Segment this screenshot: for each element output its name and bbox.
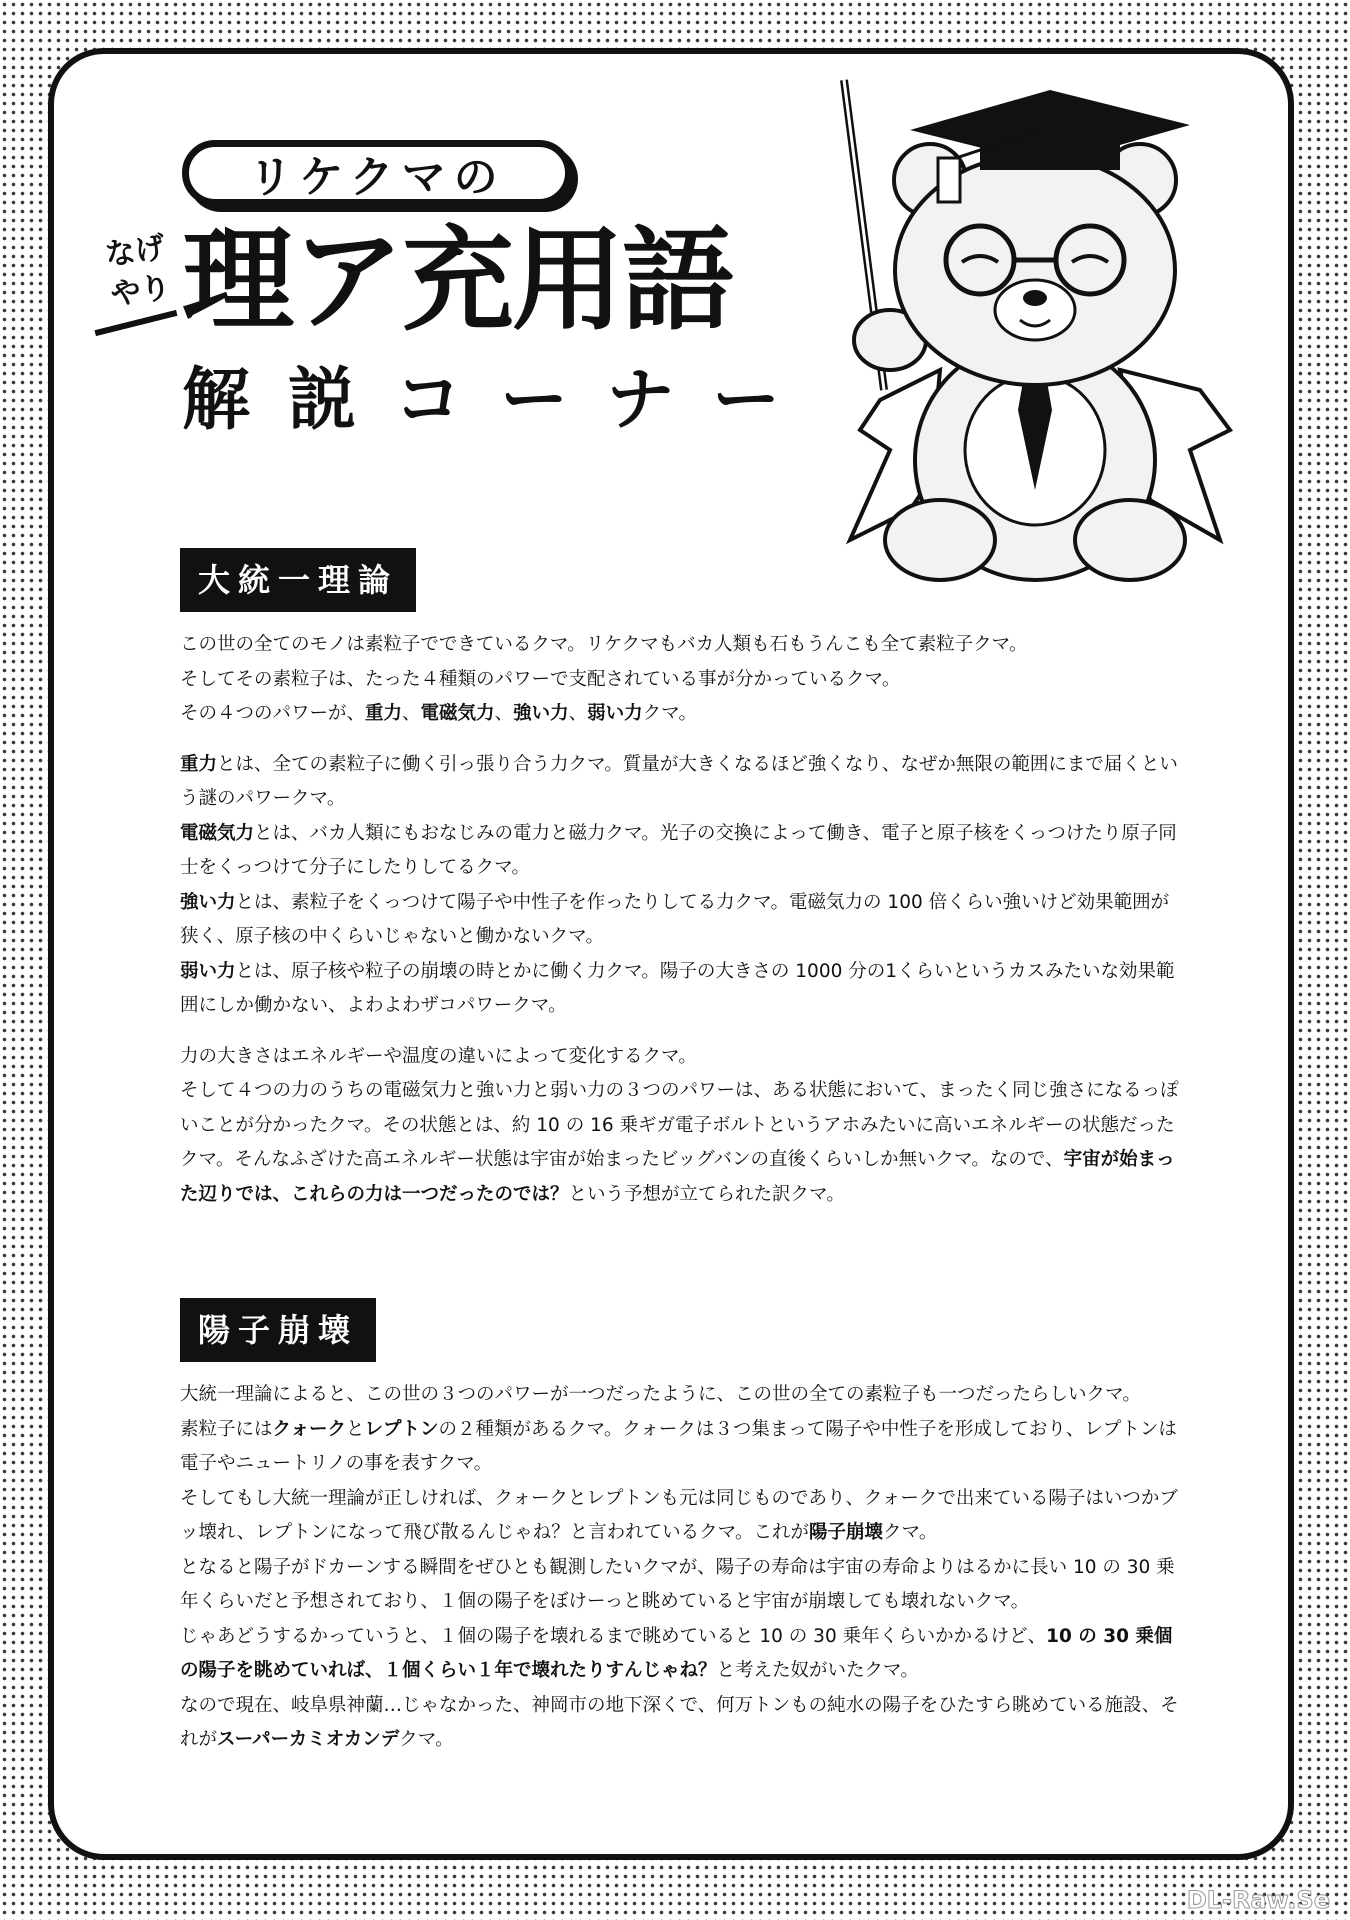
text-run: という予想が立てられた訳クマ。 — [568, 1183, 845, 1205]
text-run: そして４つの力のうちの電磁気力と強い力と弱い力の３つのパワーは、ある状態において、まったく同じ強さになるっぽいことが分かったクマ。その状態とは、約 10 の 16 乗ギガ電子ボルトというアホみたいに高いエネルギーの状態だったクマ。そんなふざけた高エネルギー状態は宇宙が始まったビッグバンの直後くらいしか無いクマ。なので、 — [180, 1080, 1179, 1170]
bold-term: 10 の 30 乗個の陽子を眺めていれば、１個くらい１年で壊れたりすんじゃね？ — [180, 1625, 1173, 1681]
title-sub: 解説コーナー — [182, 361, 819, 440]
text-run: じゃあどうするかっていうと、１個の陽子を壊れるまで眺めていると 10 の 30 乗年くらいかかるけど、 — [180, 1625, 1047, 1647]
paragraph — [180, 1413, 1180, 1482]
title-side-top: なげ — [103, 230, 168, 274]
bold-term: 重力 — [180, 753, 218, 775]
bold-term: 宇宙が始まった辺りでは、これらの力は一つだったのでは？ — [180, 1149, 1175, 1205]
text-run: 力の大きさはエネルギーや温度の違いによって変化するクマ。 — [180, 1045, 697, 1067]
paragraph — [180, 628, 1180, 663]
text-run: 大統一理論によると、この世の３つのパワーが一つだったように、この世の全ての素粒子も一つだったらしいクマ。 — [180, 1384, 1141, 1405]
paragraph — [180, 1482, 1180, 1551]
text-run: その４つのパワーが、 — [180, 703, 366, 724]
paragraph — [180, 697, 1180, 732]
professor-bear-illustration — [820, 70, 1250, 590]
paragraph — [180, 1689, 1180, 1758]
text-run: クマ。 — [642, 703, 698, 724]
title-pill: リケクマの — [182, 140, 572, 206]
text-run: クマ。 — [399, 1729, 454, 1750]
bold-term: クォーク — [272, 1418, 346, 1440]
text-run: とは、素粒子をくっつけて陽子や中性子を作ったりしてる力クマ。電磁気力の 100 倍くらい強いけど効果範囲が狭く、原子核の中くらいじゃないと働かないクマ。 — [180, 891, 1170, 947]
bold-term: スーパーカミオカンデ — [217, 1729, 400, 1750]
text-run: とは、全ての素粒子に働く引っ張り合う力クマ。質量が大きくなるほど強くなり、なぜか無限の範囲にまで届くという謎のパワークマ。 — [180, 753, 1178, 809]
text-run: 素粒子には — [180, 1418, 273, 1440]
paragraph — [180, 748, 1180, 817]
text-run: なので現在、岐阜県神蘭…じゃなかった、神岡市の地下深くで、何万トンもの純水の陽子をひたすら眺めている施設、それが — [180, 1694, 1179, 1750]
bold-term: 陽子崩壊 — [809, 1522, 884, 1543]
text-run: 、 — [568, 703, 588, 724]
paragraph — [180, 1378, 1180, 1413]
bold-term: 重力 — [365, 703, 403, 724]
paragraph — [180, 1074, 1180, 1212]
text-run: と考えた奴がいたクマ。 — [716, 1660, 919, 1681]
section-body-grand-unified-theory — [180, 628, 1180, 1212]
paragraph — [180, 1620, 1180, 1689]
bold-term: 弱い力 — [587, 703, 643, 724]
text-run: とは、原子核や粒子の崩壊の時とかに働く力クマ。陽子の大きさの 1000 分の1くらいというカスみたいな効果範囲にしか働かない、よわよわザコパワークマ。 — [180, 960, 1175, 1016]
text-run: とは、バカ人類にもおなじみの電力と磁力クマ。光子の交換によって働き、電子と原子核をくっつけたり原子同士をくっつけて分子にしたりしてるクマ。 — [180, 822, 1177, 878]
paragraph — [180, 1551, 1180, 1620]
text-run: この世の全てのモノは素粒子でできているクマ。リケクマもバカ人類も石もうんこも全て素粒子クマ。 — [180, 634, 1028, 655]
text-run: の２種類があるクマ。クォークは３つ集まって陽子や中性子を形成しており、レプトンは電子やニュートリノの事を表すクマ。 — [180, 1418, 1177, 1474]
bold-term: 強い力 — [513, 703, 569, 724]
section-body-proton-decay — [180, 1378, 1180, 1758]
text-run: 、 — [402, 703, 421, 724]
text-run: そしてその素粒子は、たった４種類のパワーで支配されている事が分かっているクマ。 — [180, 668, 901, 690]
title-block — [100, 120, 819, 460]
section-heading-grand-unified-theory: 大統一理論 — [180, 548, 416, 612]
title-side-label — [93, 227, 183, 317]
text-run: そしてもし大統一理論が正しければ、クォークとレプトンも元は同じものであり、クォークで出来ている陽子はいつかブッ壊れ、レプトンになって飛び散るんじゃね？と言われているクマ。これが — [180, 1487, 1178, 1543]
bold-term: 電磁気力 — [420, 703, 495, 724]
paragraph — [180, 886, 1180, 955]
title-side-bottom: やり — [108, 269, 173, 313]
text-run: となると陽子がドカーンする瞬間をぜひとも観測したいクマが、陽子の寿命は宇宙の寿命よりはるかに長い 10 の 30 乗年くらいだと予想されており、１個の陽子をぼけーっと眺めていると宇宙が崩壊しても壊れないクマ。 — [180, 1556, 1175, 1612]
text-run: 、 — [494, 703, 514, 724]
watermark: DL-Raw.Se — [1186, 1886, 1330, 1914]
section-heading-proton-decay: 陽子崩壊 — [180, 1298, 376, 1362]
paragraph — [180, 1040, 1180, 1075]
paragraph — [180, 955, 1180, 1024]
bold-term: 電磁気力 — [180, 822, 255, 844]
text-run: クマ。 — [883, 1522, 938, 1543]
text-run: と — [345, 1418, 365, 1440]
bold-term: レプトン — [364, 1418, 439, 1440]
paragraph — [180, 663, 1180, 698]
bold-term: 強い力 — [180, 891, 236, 913]
title-main: 理ア充用語 — [182, 216, 732, 346]
bold-term: 弱い力 — [180, 960, 236, 982]
paragraph — [180, 817, 1180, 886]
